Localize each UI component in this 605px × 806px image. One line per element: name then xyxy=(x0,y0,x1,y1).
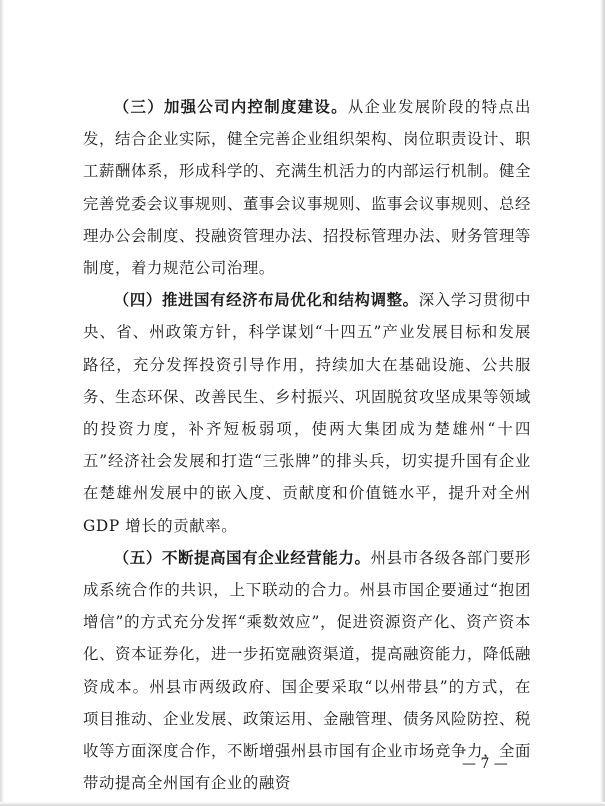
page-number: — 7 — xyxy=(462,756,508,772)
page-edge-shadow-left xyxy=(0,0,4,806)
paragraph-internal-control xyxy=(83,91,531,284)
paragraph-heading: （三）加强公司内控制度建设。 xyxy=(113,98,348,116)
paragraph-body: 州县市各级各部门要形成系统合作的共识，上下联动的合力。州县市国企要通过“抱团增信”的方式充分发挥“乘数效应”，促进资源资产化、资产资本化、资本证券化，进一步拓宽融资渠道，提高融资能力，降低融资成本。州县市两级政府、国企要采取“以州带县”的方式，在项目推动、企业发展、政策运用、金融管理、债务风险防控、税收等方面深度合作，不断增强州县市国有企业市场竞争力，全面带动提高全州国有企业的融资 xyxy=(83,548,531,793)
paragraph-body: 从企业发展阶段的特点出发，结合企业实际，健全完善企业组织架构、岗位职责设计、职工薪酬体系，形成科学的、充满生机活力的内部运行机制。健全完善党委会议事规则、董事会议事规则、监事会议事规则、总经理办公会制度、投融资管理办法、招投标管理办法、财务管理等制度，着力规范公司治理。 xyxy=(83,98,531,278)
paragraph-layout-optimization xyxy=(83,284,531,542)
paragraph-body: 深入学习贯彻中央、省、州政策方针，科学谋划“十四五”产业发展目标和发展路径，充分发挥投资引导作用，持续加大在基础设施、公共服务、生态环保、改善民生、乡村振兴、巩固脱贫攻坚成果等领域的投资力度，补齐短板弱项，使两大集团成为楚雄州“十四五”经济社会发展和打造“三张牌”的排头兵，切实提升国有企业在楚雄州发展中的嵌入度、贡献度和价值链水平，提升对全州 GDP 增长的贡献率。 xyxy=(83,291,531,535)
paragraph-heading: （四）推进国有经济布局优化和结构调整。 xyxy=(113,291,419,310)
paragraph-heading: （五）不断提高国有企业经营能力。 xyxy=(113,548,371,567)
page-edge-shadow-right xyxy=(600,0,605,806)
page-edge-shadow-bottom xyxy=(0,802,605,806)
document-body xyxy=(83,91,531,799)
